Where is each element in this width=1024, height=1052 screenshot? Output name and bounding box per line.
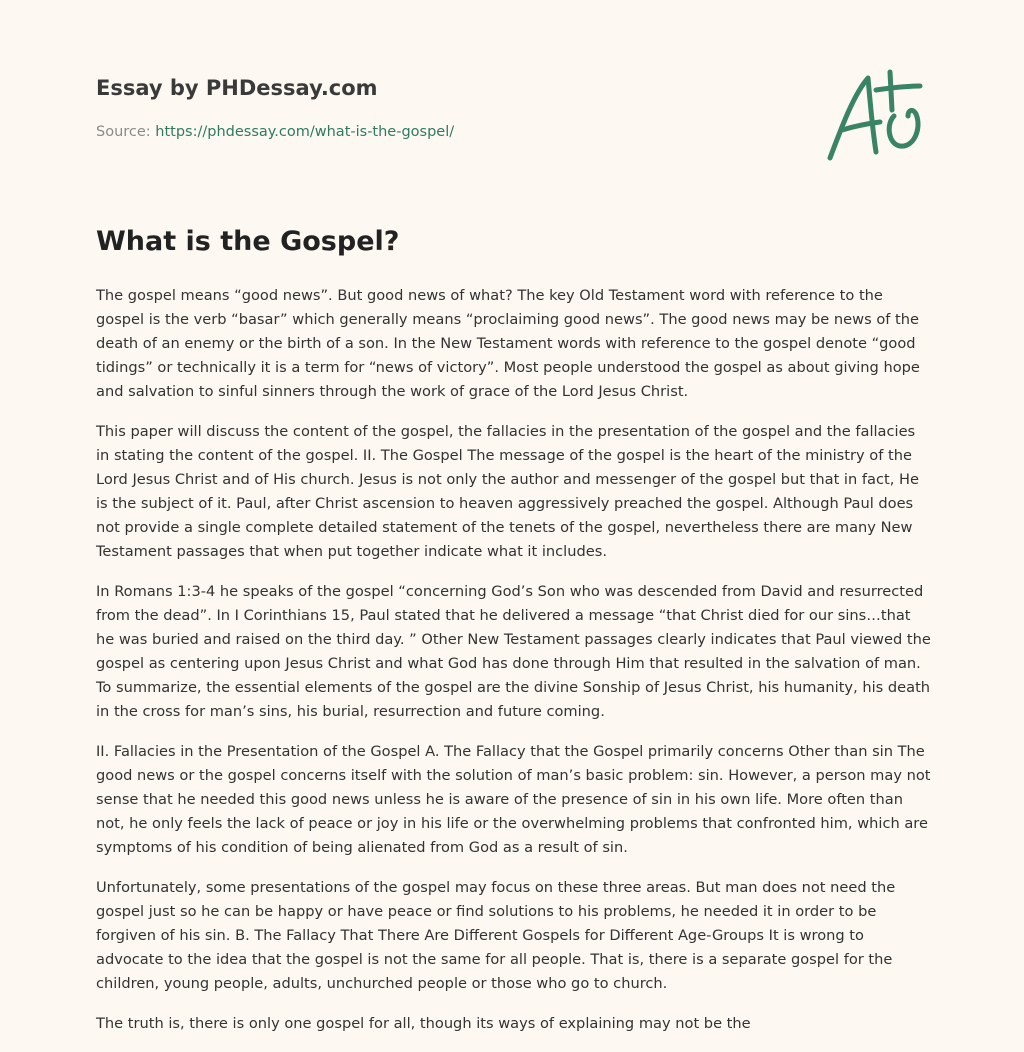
essay-body — [96, 284, 932, 1052]
source-link[interactable]: https://phdessay.com/what-is-the-gospel/ — [155, 124, 455, 140]
a-plus-logo-icon — [820, 64, 932, 168]
paragraph: Unfortunately, some presentations of the gospel may focus on these three areas. But man does not need the gospel just so he can be happy or have peace or find solutions to his problems, he needed it in order to be forgiven of his sin. B. The Fallacy That There Are Different Gospels for Different Age-Groups It is wrong to advocate to the idea that the gospel is not the same for all people. That is, there is a separate gospel for the children, young people, adults, unchurched people or those who go to church. — [96, 879, 896, 992]
source-label: Source: — [96, 124, 151, 140]
source-line — [96, 124, 454, 140]
site-brand: Essay by PHDessay.com — [96, 76, 378, 100]
paragraph: The gospel means “good news”. But good news of what? The key Old Testament word with reference to the gospel is the verb “basar” which generally means “proclaiming good news”. The good news may be news of the death of an enemy or the birth of a son. In the New Testament words with reference to the gospel denote “good tidings” or technically it is a term for “news of victory”. Most people understood the gospel as about giving hope and salvation to sinful sinners through the work of grace of the Lord Jesus Christ. — [96, 287, 920, 400]
paragraph: II. Fallacies in the Presentation of the Gospel A. The Fallacy that the Gospel primarily concerns Other than sin The good news or the gospel concerns itself with the solution of man’s basic problem: sin. However, a person may not sense that he needed this good news unless he is aware of the presence of sin in his own life. More often than not, he only feels the lack of peace or joy in his life or the overwhelming problems that confronted him, which are symptoms of his condition of being alienated from God as a result of sin. — [96, 743, 931, 856]
paragraph: In Romans 1:3-4 he speaks of the gospel “concerning God’s Son who was descended from David and resurrected from the dead”. In I Corinthians 15, Paul stated that he delivered a message “that Christ died for our sins…that he was buried and raised on the third day. ” Other New Testament passages clearly indicates that Paul viewed the gospel as centering upon Jesus Christ and what God has done through Him that resulted in the salvation of man. To summarize, the essential elements of the gospel are the divine Sonship of Jesus Christ, his humanity, his death in the cross for man’s sins, his burial, resurrection and future coming. — [96, 583, 931, 720]
paragraph: This paper will discuss the content of the gospel, the fallacies in the presentation of the gospel and the fallacies in stating the content of the gospel. II. The Gospel The message of the gospel is the heart of the ministry of the Lord Jesus Christ and of His church. Jesus is not only the author and messenger of the gospel but that in fact, He is the subject of it. Paul, after Christ ascension to heaven aggressively preached the gospel. Although Paul does not provide a single complete detailed statement of the tenets of the gospel, nevertheless there are many New Testament passages that when put together indicate what it includes. — [96, 423, 919, 560]
essay-title: What is the Gospel? — [96, 226, 400, 257]
paragraph: The truth is, there is only one gospel for all, though its ways of explaining may not be the — [96, 1015, 751, 1032]
